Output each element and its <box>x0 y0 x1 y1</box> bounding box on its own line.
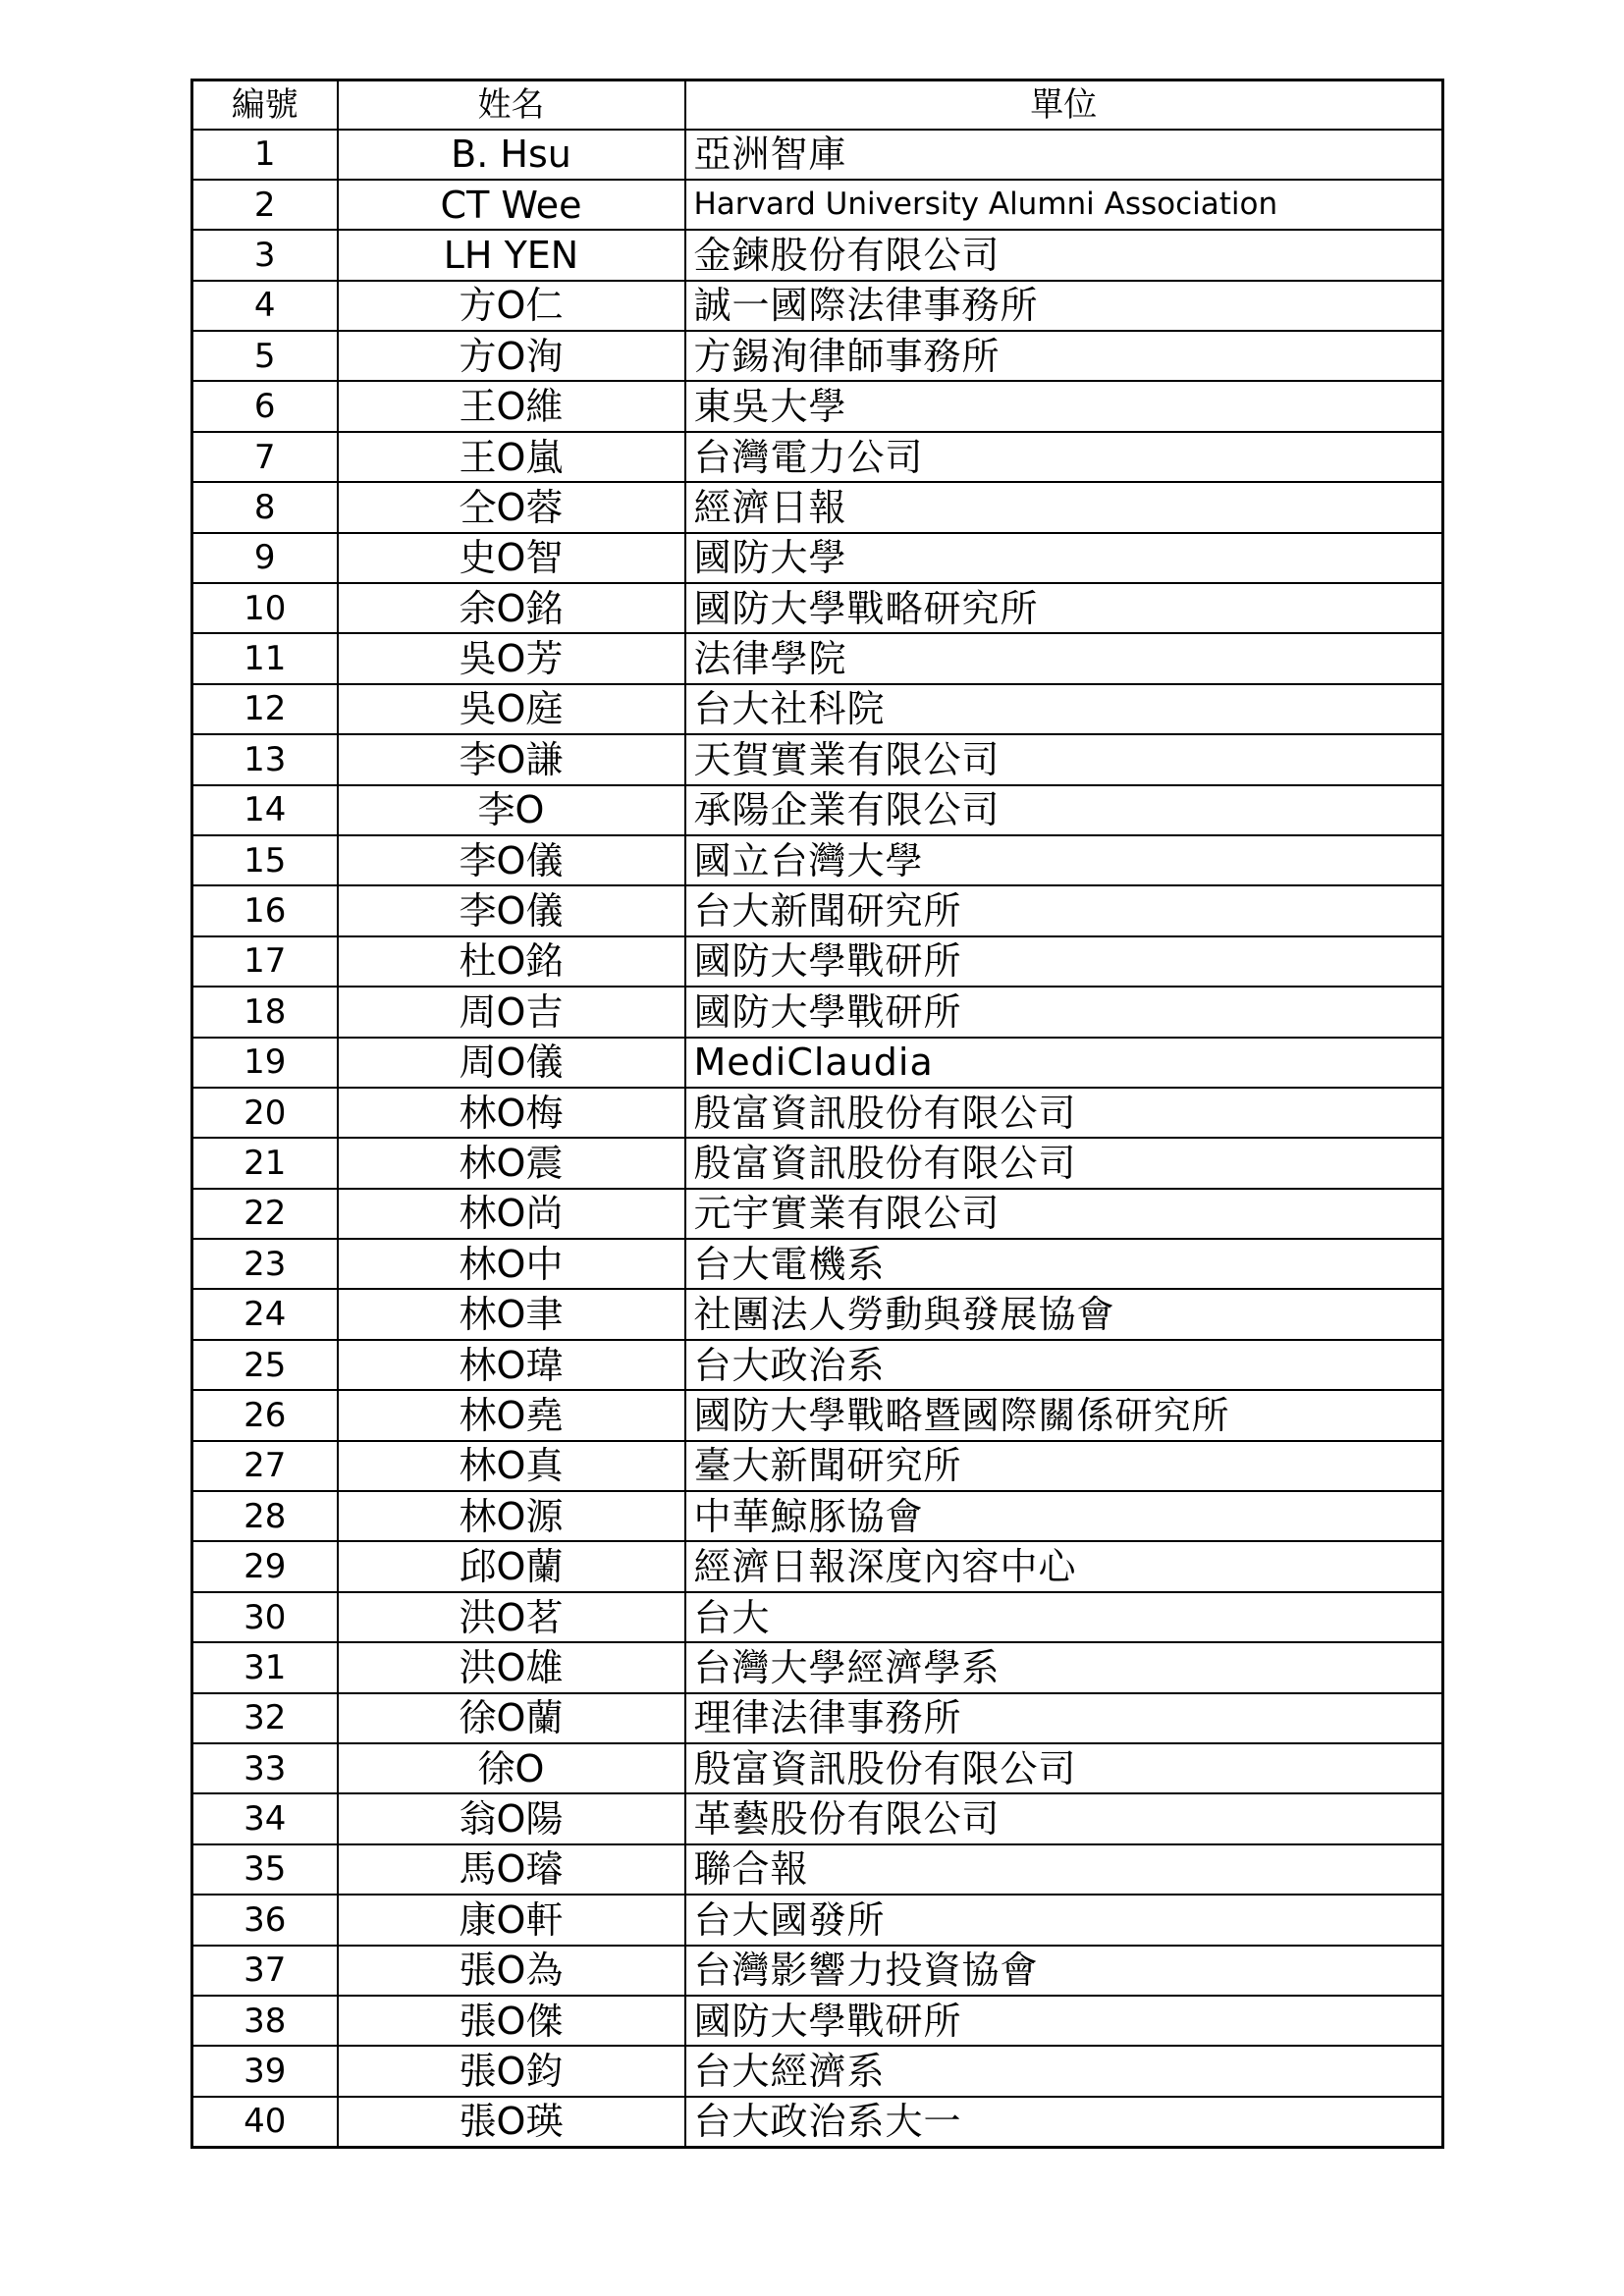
row-number: 13 <box>192 734 338 784</box>
row-number: 39 <box>192 2046 338 2096</box>
person-name: 吳O芳 <box>338 633 685 683</box>
affiliation: 經濟日報深度內容中心 <box>685 1541 1443 1591</box>
affiliation: 國立台灣大學 <box>685 835 1443 885</box>
person-name: 史O智 <box>338 533 685 583</box>
row-number: 12 <box>192 684 338 734</box>
table-row <box>192 1592 1443 1642</box>
person-name: 翁O陽 <box>338 1793 685 1843</box>
table-row <box>192 281 1443 331</box>
row-number: 22 <box>192 1189 338 1239</box>
table-row <box>192 2046 1443 2096</box>
header-row <box>192 80 1443 130</box>
person-name: 林O堯 <box>338 1390 685 1440</box>
table-row <box>192 987 1443 1037</box>
row-number: 3 <box>192 230 338 280</box>
person-name: 林O梅 <box>338 1088 685 1138</box>
affiliation: 國防大學戰略研究所 <box>685 583 1443 633</box>
table-row <box>192 885 1443 935</box>
affiliation: Harvard University Alumni Association <box>685 180 1443 230</box>
person-name: CT Wee <box>338 180 685 230</box>
table-row <box>192 1239 1443 1289</box>
row-number: 17 <box>192 936 338 987</box>
person-name: 馬O璿 <box>338 1844 685 1895</box>
table-row <box>192 734 1443 784</box>
affiliation: 台大經濟系 <box>685 2046 1443 2096</box>
affiliation: 元宇實業有限公司 <box>685 1189 1443 1239</box>
affiliation: 亞洲智庫 <box>685 130 1443 180</box>
row-number: 28 <box>192 1491 338 1541</box>
row-number: 31 <box>192 1642 338 1692</box>
affiliation: 經濟日報 <box>685 482 1443 532</box>
table-row <box>192 1693 1443 1743</box>
row-number: 15 <box>192 835 338 885</box>
person-name: 林O中 <box>338 1239 685 1289</box>
person-name: 李O <box>338 785 685 835</box>
table-row <box>192 835 1443 885</box>
row-number: 14 <box>192 785 338 835</box>
affiliation: 台大 <box>685 1592 1443 1642</box>
table-row <box>192 1541 1443 1591</box>
table-row <box>192 1996 1443 2046</box>
affiliation: 台灣影響力投資協會 <box>685 1946 1443 1996</box>
table-row <box>192 2097 1443 2147</box>
table-row <box>192 1793 1443 1843</box>
affiliation: 臺大新聞研究所 <box>685 1441 1443 1491</box>
person-name: 王O嵐 <box>338 432 685 482</box>
person-name: LH YEN <box>338 230 685 280</box>
row-number: 34 <box>192 1793 338 1843</box>
table-row <box>192 381 1443 431</box>
person-name: 林O聿 <box>338 1289 685 1339</box>
row-number: 7 <box>192 432 338 482</box>
person-name: 李O儀 <box>338 885 685 935</box>
person-name: 吳O庭 <box>338 684 685 734</box>
person-name: 仝O蓉 <box>338 482 685 532</box>
affiliation: 理律法律事務所 <box>685 1693 1443 1743</box>
affiliation: 台大新聞研究所 <box>685 885 1443 935</box>
table-row <box>192 1340 1443 1390</box>
affiliation: 國防大學戰研所 <box>685 936 1443 987</box>
affiliation: 中華鯨豚協會 <box>685 1491 1443 1541</box>
row-number: 11 <box>192 633 338 683</box>
affiliation: 殷富資訊股份有限公司 <box>685 1743 1443 1793</box>
affiliation: 東吳大學 <box>685 381 1443 431</box>
affiliation: 台大政治系 <box>685 1340 1443 1390</box>
row-number: 21 <box>192 1138 338 1188</box>
row-number: 30 <box>192 1592 338 1642</box>
person-name: 林O源 <box>338 1491 685 1541</box>
attendee-table <box>190 79 1444 2149</box>
table-row <box>192 180 1443 230</box>
table-row <box>192 130 1443 180</box>
row-number: 24 <box>192 1289 338 1339</box>
person-name: 李O謙 <box>338 734 685 784</box>
person-name: 徐O蘭 <box>338 1693 685 1743</box>
person-name: 杜O銘 <box>338 936 685 987</box>
person-name: 王O維 <box>338 381 685 431</box>
table-body <box>192 130 1443 2148</box>
person-name: 林O尚 <box>338 1189 685 1239</box>
affiliation: 台大國發所 <box>685 1895 1443 1945</box>
table-row <box>192 331 1443 381</box>
affiliation: 誠一國際法律事務所 <box>685 281 1443 331</box>
affiliation: 台大電機系 <box>685 1239 1443 1289</box>
row-number: 5 <box>192 331 338 381</box>
person-name: 林O真 <box>338 1441 685 1491</box>
row-number: 4 <box>192 281 338 331</box>
row-number: 40 <box>192 2097 338 2147</box>
table-row <box>192 936 1443 987</box>
person-name: 方O洵 <box>338 331 685 381</box>
table-row <box>192 583 1443 633</box>
column-header-unit: 單位 <box>685 80 1443 130</box>
row-number: 37 <box>192 1946 338 1996</box>
affiliation: 殷富資訊股份有限公司 <box>685 1088 1443 1138</box>
affiliation: 聯合報 <box>685 1844 1443 1895</box>
row-number: 25 <box>192 1340 338 1390</box>
table-row <box>192 1088 1443 1138</box>
row-number: 19 <box>192 1038 338 1088</box>
table-row <box>192 432 1443 482</box>
table-row <box>192 230 1443 280</box>
affiliation: 革藝股份有限公司 <box>685 1793 1443 1843</box>
table-row <box>192 684 1443 734</box>
table-row <box>192 1189 1443 1239</box>
affiliation: 殷富資訊股份有限公司 <box>685 1138 1443 1188</box>
affiliation: 國防大學戰略暨國際關係研究所 <box>685 1390 1443 1440</box>
affiliation: 國防大學戰研所 <box>685 1996 1443 2046</box>
affiliation: 國防大學戰研所 <box>685 987 1443 1037</box>
column-header-name: 姓名 <box>338 80 685 130</box>
person-name: 李O儀 <box>338 835 685 885</box>
person-name: 余O銘 <box>338 583 685 633</box>
row-number: 20 <box>192 1088 338 1138</box>
row-number: 6 <box>192 381 338 431</box>
table-header <box>192 80 1443 130</box>
person-name: 林O瑋 <box>338 1340 685 1390</box>
table-row <box>192 1642 1443 1692</box>
row-number: 23 <box>192 1239 338 1289</box>
row-number: 10 <box>192 583 338 633</box>
table-row <box>192 482 1443 532</box>
person-name: 周O儀 <box>338 1038 685 1088</box>
affiliation: 台灣電力公司 <box>685 432 1443 482</box>
row-number: 1 <box>192 130 338 180</box>
person-name: 周O吉 <box>338 987 685 1037</box>
affiliation: 承陽企業有限公司 <box>685 785 1443 835</box>
table-row <box>192 533 1443 583</box>
affiliation: 台灣大學經濟學系 <box>685 1642 1443 1692</box>
row-number: 38 <box>192 1996 338 2046</box>
table-row <box>192 785 1443 835</box>
person-name: 林O震 <box>338 1138 685 1188</box>
affiliation: 社團法人勞動與發展協會 <box>685 1289 1443 1339</box>
person-name: 洪O茗 <box>338 1592 685 1642</box>
row-number: 36 <box>192 1895 338 1945</box>
person-name: 張O鈞 <box>338 2046 685 2096</box>
table-row <box>192 1138 1443 1188</box>
table-row <box>192 1743 1443 1793</box>
table-row <box>192 1289 1443 1339</box>
affiliation: 金鍊股份有限公司 <box>685 230 1443 280</box>
row-number: 2 <box>192 180 338 230</box>
affiliation: 法律學院 <box>685 633 1443 683</box>
affiliation: 台大政治系大一 <box>685 2097 1443 2147</box>
table-row <box>192 633 1443 683</box>
row-number: 32 <box>192 1693 338 1743</box>
row-number: 18 <box>192 987 338 1037</box>
person-name: 康O軒 <box>338 1895 685 1945</box>
row-number: 9 <box>192 533 338 583</box>
row-number: 16 <box>192 885 338 935</box>
table-row <box>192 1390 1443 1440</box>
person-name: 洪O雄 <box>338 1642 685 1692</box>
person-name: 徐O <box>338 1743 685 1793</box>
table-row <box>192 1491 1443 1541</box>
table-row <box>192 1844 1443 1895</box>
person-name: 邱O蘭 <box>338 1541 685 1591</box>
table-row <box>192 1946 1443 1996</box>
person-name: 張O為 <box>338 1946 685 1996</box>
row-number: 27 <box>192 1441 338 1491</box>
table-row <box>192 1895 1443 1945</box>
table-row <box>192 1038 1443 1088</box>
person-name: 張O傑 <box>338 1996 685 2046</box>
person-name: 張O瑛 <box>338 2097 685 2147</box>
table-row <box>192 1441 1443 1491</box>
row-number: 35 <box>192 1844 338 1895</box>
person-name: 方O仁 <box>338 281 685 331</box>
person-name: B. Hsu <box>338 130 685 180</box>
row-number: 29 <box>192 1541 338 1591</box>
affiliation: 天賀實業有限公司 <box>685 734 1443 784</box>
affiliation: 國防大學 <box>685 533 1443 583</box>
affiliation: 台大社科院 <box>685 684 1443 734</box>
affiliation: MediClaudia <box>685 1038 1443 1088</box>
affiliation: 方錫洵律師事務所 <box>685 331 1443 381</box>
row-number: 8 <box>192 482 338 532</box>
row-number: 26 <box>192 1390 338 1440</box>
column-header-number: 編號 <box>192 80 338 130</box>
row-number: 33 <box>192 1743 338 1793</box>
